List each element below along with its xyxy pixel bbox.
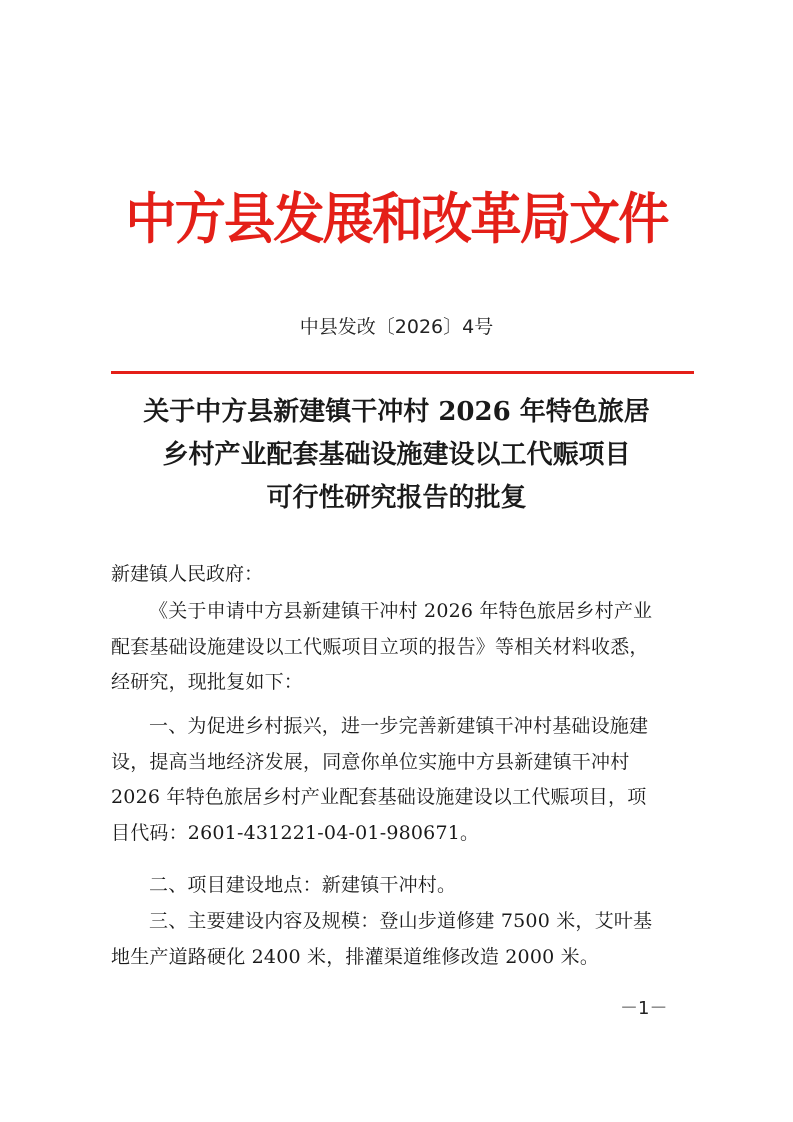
paragraph-reference bbox=[111, 594, 693, 701]
document-title-line-2: 乡村产业配套基础设施建设以工代赈项目 bbox=[162, 440, 631, 470]
paragraph-line: 2026 年特色旅居乡村产业配套基础设施建设以工代赈项目，项 bbox=[111, 786, 647, 808]
paragraph-scope bbox=[111, 904, 693, 975]
document-title-line-3: 可行性研究报告的批复 bbox=[266, 483, 527, 513]
page-number: －1－ bbox=[620, 998, 668, 1019]
document-number: 中县发改〔2026〕4号 bbox=[299, 316, 494, 338]
paragraph-line: 三、主要建设内容及规模：登山步道修建 7500 米，艾叶基 bbox=[149, 910, 653, 932]
paragraph-line: 二、项目建设地点：新建镇干冲村。 bbox=[149, 874, 457, 896]
paragraph-line: 设，提高当地经济发展，同意你单位实施中方县新建镇干冲村 bbox=[111, 750, 630, 773]
paragraph-line: 目代码：2601-431221-04-01-980671。 bbox=[111, 821, 480, 844]
paragraph-approval bbox=[111, 709, 693, 851]
document-title bbox=[60, 391, 733, 520]
paragraph-line: 一、为促进乡村振兴，进一步完善新建镇干冲村基础设施建 bbox=[149, 715, 649, 737]
paragraph-line: 地生产道路硬化 2400 米，排灌渠道维修改造 2000 米。 bbox=[111, 945, 600, 968]
paragraph-line: 经研究，现批复如下： bbox=[111, 671, 304, 693]
issuer-title: 中方县发展和改革局文件 bbox=[125, 187, 668, 251]
red-separator-line bbox=[111, 371, 694, 374]
paragraph-line: 配套基础设施建设以工代赈项目立项的报告》等相关材料收悉， bbox=[111, 635, 649, 658]
paragraph-location bbox=[111, 868, 693, 904]
paragraph-line: 《关于申请中方县新建镇干冲村 2026 年特色旅居乡村产业 bbox=[149, 600, 653, 622]
addressee: 新建镇人民政府： bbox=[111, 563, 264, 585]
document-title-line-1: 关于中方县新建镇干冲村 2026 年特色旅居 bbox=[143, 397, 650, 427]
